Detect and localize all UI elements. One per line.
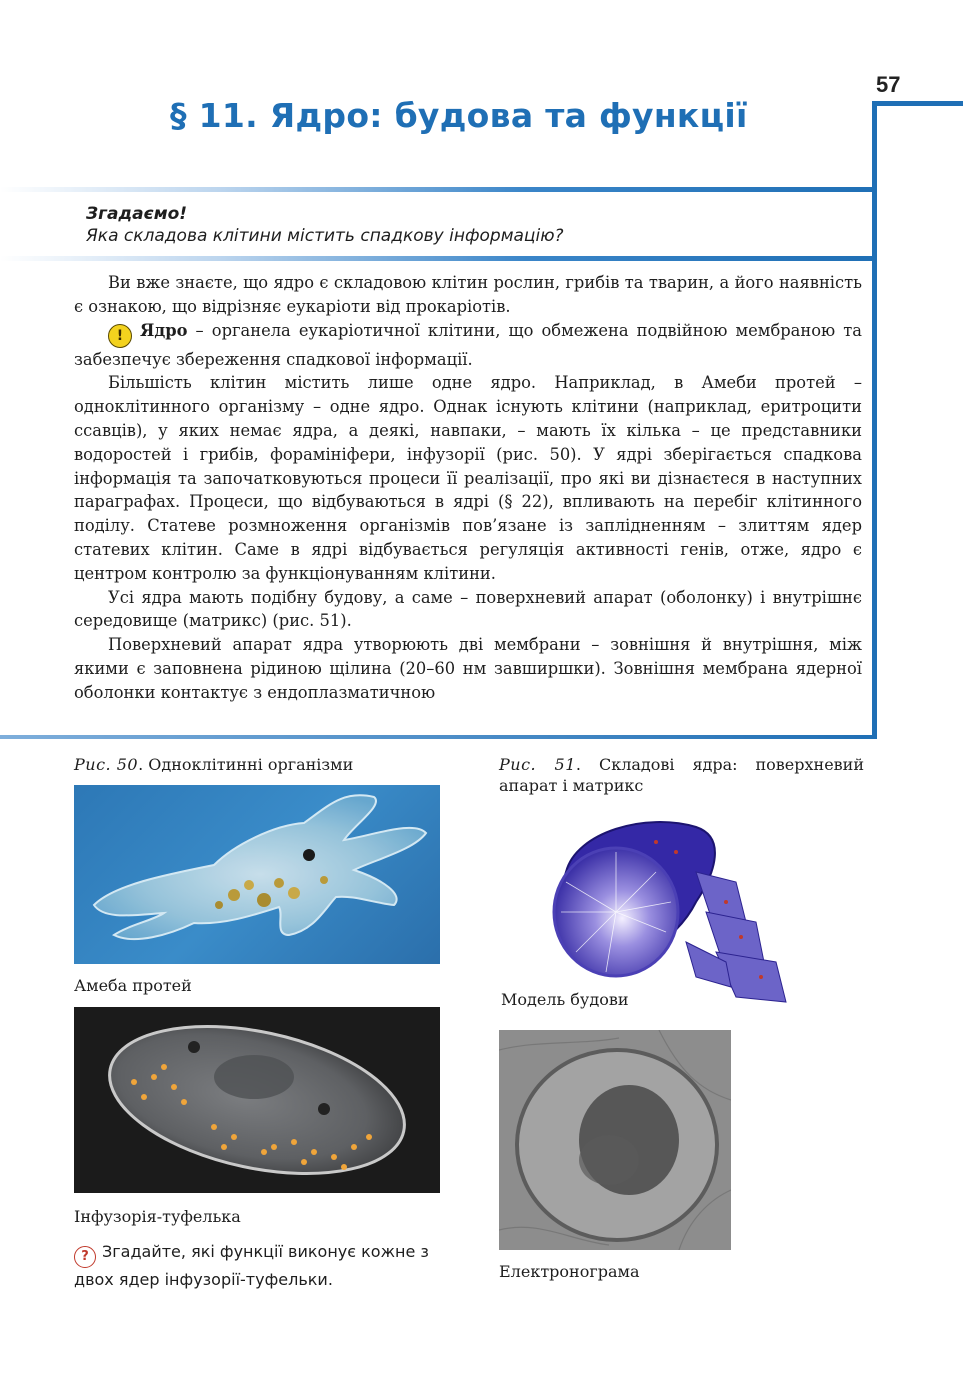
body-text — [74, 271, 862, 705]
amoeba-label: Амеба протей — [74, 976, 192, 995]
model-label: Модель будови — [501, 990, 629, 1009]
amoeba-image — [74, 785, 440, 964]
section-title: § 11. Ядро: будова та функції — [170, 96, 748, 135]
electron-micrograph-image — [499, 1030, 731, 1250]
electron-label: Електронограма — [499, 1262, 640, 1281]
paragraph-membranes: Поверхневий апарат ядра утворюють дві мембрани – зовнішня й внутрішня, між якими є заповнена рідиною щілина (20–60 нм завширшки). Зовнішня мембрана ядерної оболонки контактує з ендоплазматичною — [74, 635, 862, 702]
question-icon: ? — [74, 1246, 96, 1268]
figure-50-caption-text: . Одноклітинні організми — [138, 755, 354, 774]
paramecium-illustration — [74, 1007, 440, 1193]
definition-term: Ядро — [140, 320, 188, 340]
paramecium-image — [74, 1007, 440, 1193]
remember-bottom-divider — [0, 256, 877, 261]
definition-text: – органела еукаріотичної клітини, що обмежена подвійною мембраною та забезпечує збереження спадкової інформації. — [74, 320, 862, 369]
paragraph-intro: Ви вже знаєте, що ядро є складовою клітин рослин, грибів та тварин, а його наявність є ознакою, що відрізняє еукаріоти від прокаріотів. — [74, 273, 862, 316]
right-margin-rule — [872, 101, 877, 737]
paragraph-definition — [74, 319, 862, 372]
text-bottom-divider — [0, 735, 877, 739]
figure-51-caption — [499, 754, 864, 796]
question-note — [74, 1240, 454, 1291]
figure-51-label: Рис. 51 — [499, 755, 576, 774]
amoeba-illustration — [74, 785, 440, 964]
figure-51-caption-text: . Складові ядра: поверхневий апарат і матрикс — [499, 755, 864, 795]
page-corner-rule — [872, 101, 963, 106]
page-number: 57 — [876, 72, 901, 97]
question-note-text: Згадайте, які функції виконує кожне з двох ядер інфузорії-туфельки. — [74, 1242, 429, 1289]
remember-top-divider — [0, 187, 877, 192]
important-icon: ! — [108, 324, 132, 348]
figure-50-label: Рис. 50 — [74, 755, 139, 774]
paragraph-structure: Усі ядра мають подібну будову, а саме – поверхневий апарат (оболонку) і внутрішнє середовище (матрикс) (рис. 51). — [74, 587, 862, 631]
remember-question: Яка складова клітини містить спадкову інформацію? — [86, 226, 564, 246]
paramecium-label: Інфузорія-туфелька — [74, 1207, 241, 1226]
paragraph-nuclei-count: Більшість клітин містить лише одне ядро. Наприклад, в Амеби протей – одноклітинного організму – одне ядро. Однак існують клітини (наприклад, еритроцити ссавців), у яких немає ядра, а деякі, навпаки, – мають їх кілька – це представники водоростей і грибів, форамініфери, інфузорії (рис. 50). У ядрі зберігається спадкова інформація та започатковуються процеси її реалізації, про які ви дізнаєтеся в наступних параграфах. Процеси, що відбуваються в ядрі (§ 22), впливають на перебіг клітинного поділу. Статеве розмноження організмів пов’язане із заплідненням – злиттям ядер статевих клітин. Саме в ядрі відбувається регуляція активності генів, отже, ядро є центром контролю за функціонуванням клітини. — [74, 373, 862, 583]
remember-heading: Згадаємо! — [86, 204, 188, 224]
remember-block — [86, 203, 866, 247]
figure-50-caption — [74, 754, 454, 775]
electron-micrograph-illustration — [499, 1030, 731, 1250]
